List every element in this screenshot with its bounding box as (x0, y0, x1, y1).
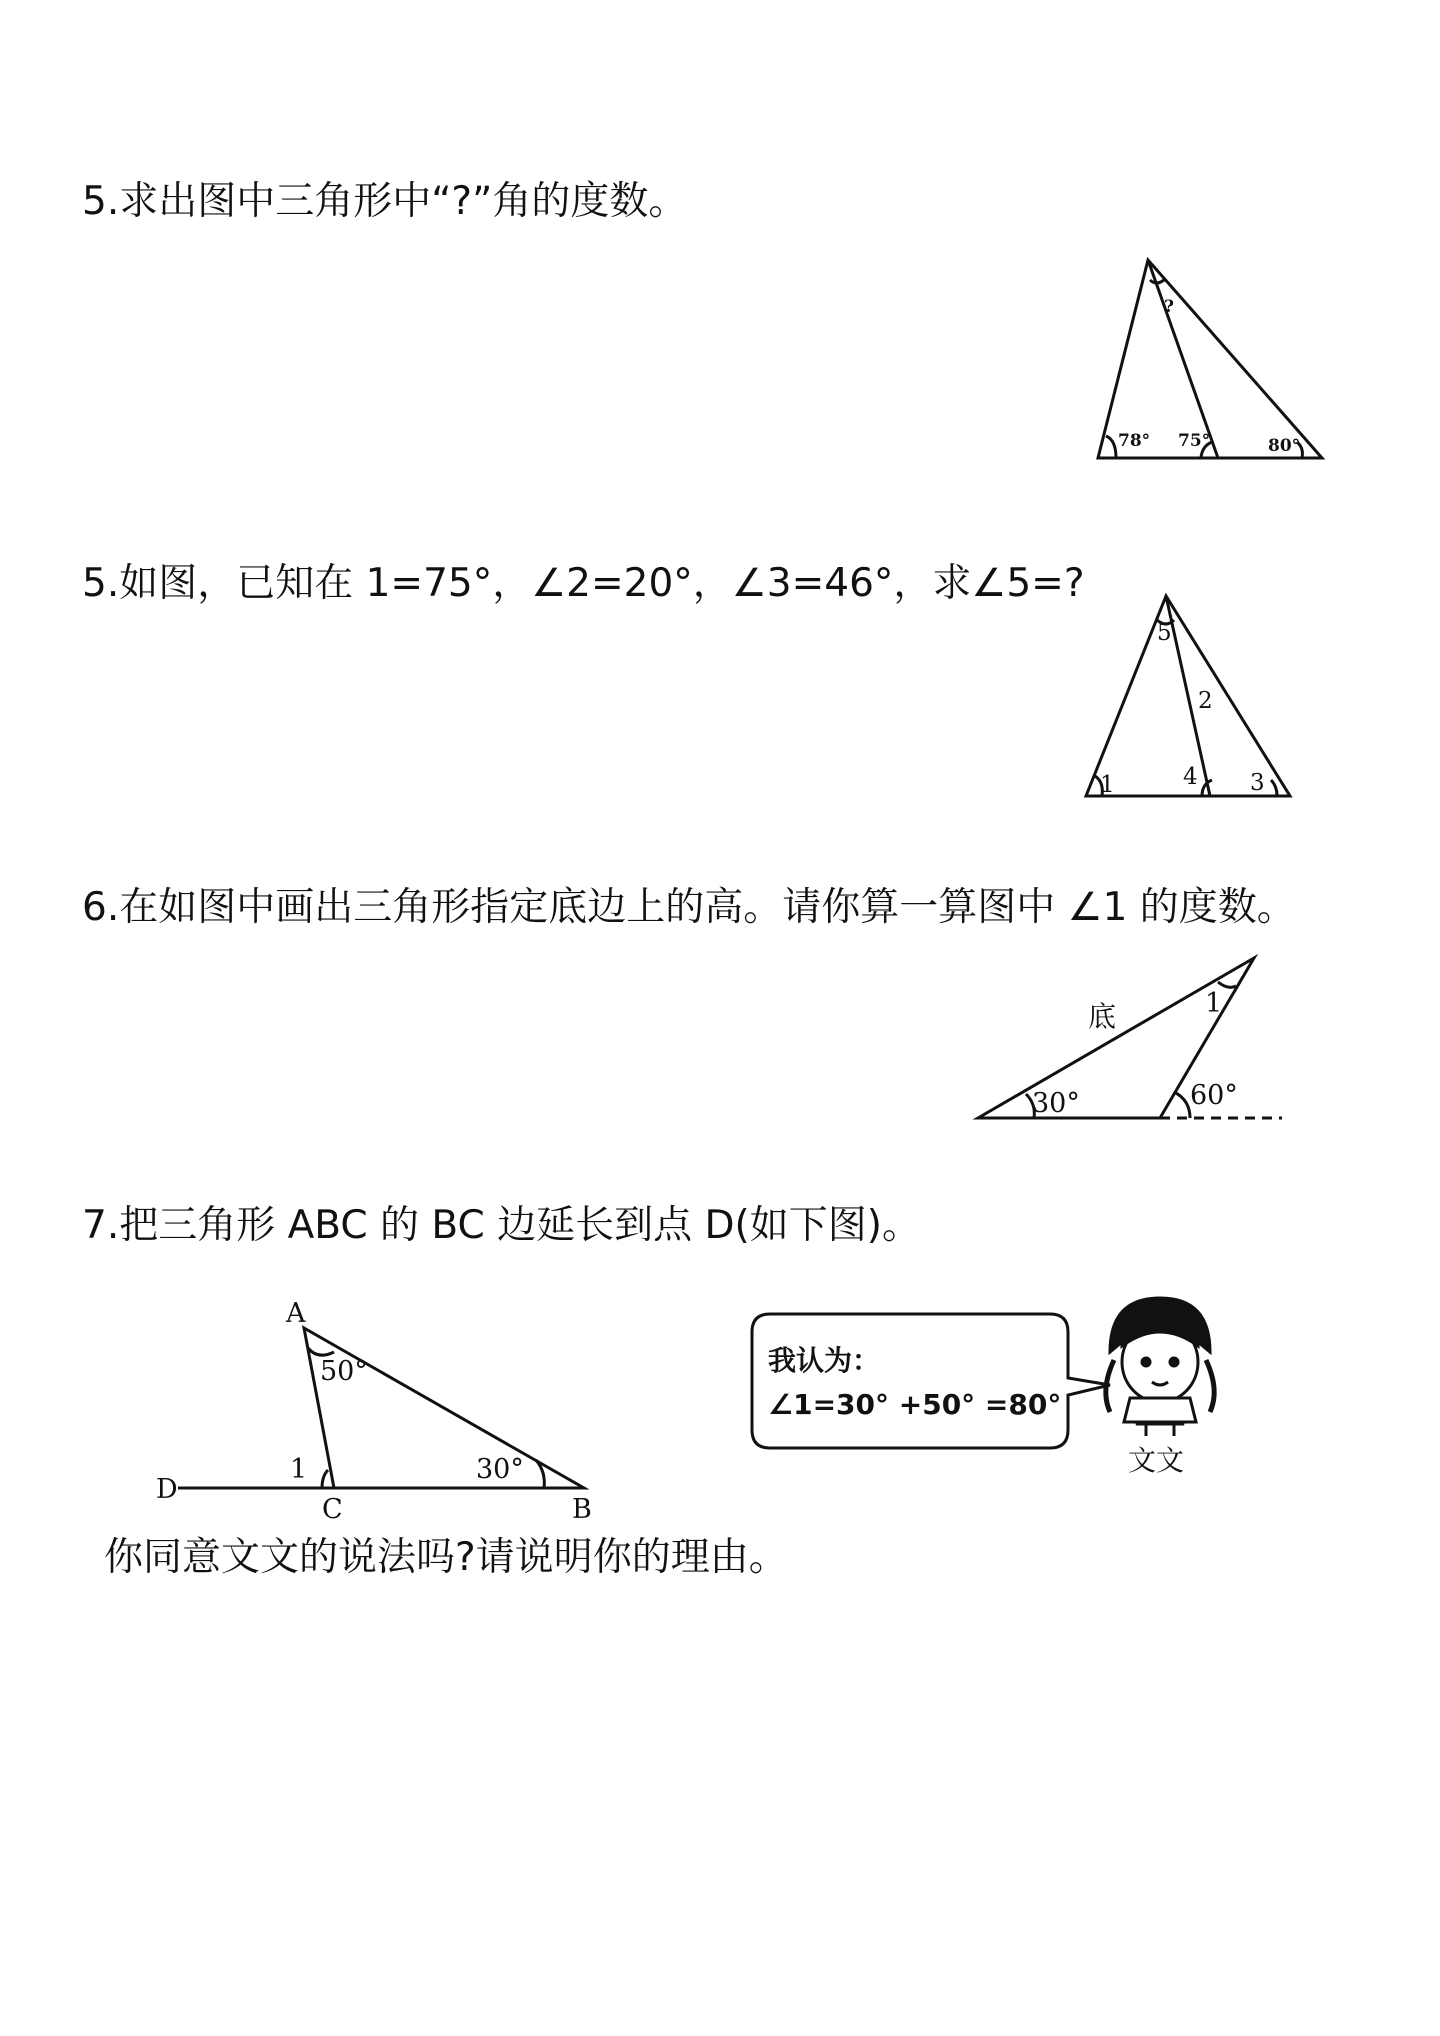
speech-line-1: 我认为： (768, 1344, 881, 1377)
question-7-followup: 你同意文文的说法吗?请说明你的理由。 (104, 1535, 788, 1580)
angle-label-75: 75° (1178, 431, 1211, 451)
point-label-d: D (156, 1474, 178, 1505)
point-label-a: A (286, 1298, 306, 1329)
point-label-b: B (572, 1494, 592, 1525)
point-label-c: C (322, 1494, 343, 1525)
question-5a-text: 5.求出图中三角形中“?”角的度数。 (82, 179, 688, 224)
angle-label-78: 78° (1118, 431, 1151, 451)
angle-label-1: 1 (290, 1454, 308, 1485)
angle-label-60: 60° (1190, 1080, 1238, 1111)
angle-label-50: 50° (320, 1356, 368, 1387)
angle-label-3: 3 (1250, 770, 1265, 796)
angle-label-4: 4 (1183, 764, 1198, 790)
angle-label-2: 2 (1198, 688, 1213, 714)
angle-label-30: 30° (476, 1454, 524, 1485)
side-label-base: 底 (1088, 1000, 1117, 1033)
question-5b-text: 5.如图，已知在 1=75°，∠2=20°，∠3=46°，求∠5=? (82, 561, 1085, 606)
angle-label-30: 30° (1032, 1088, 1080, 1119)
speech-line-2: ∠1=30° +50° =80° (768, 1388, 1062, 1421)
angle-label-1: 1 (1100, 772, 1115, 798)
angle-label-question: ? (1164, 297, 1174, 317)
question-7-text: 7.把三角形 ABC 的 BC 边延长到点 D(如下图)。 (82, 1203, 921, 1248)
question-6-text: 6.在如图中画出三角形指定底边上的高。请你算一算图中 ∠1 的度数。 (82, 885, 1296, 930)
angle-label-80: 80° (1268, 436, 1301, 456)
angle-label-5: 5 (1157, 620, 1172, 646)
angle-label-1: 1 (1205, 988, 1223, 1019)
speaker-name: 文文 (1128, 1444, 1185, 1477)
